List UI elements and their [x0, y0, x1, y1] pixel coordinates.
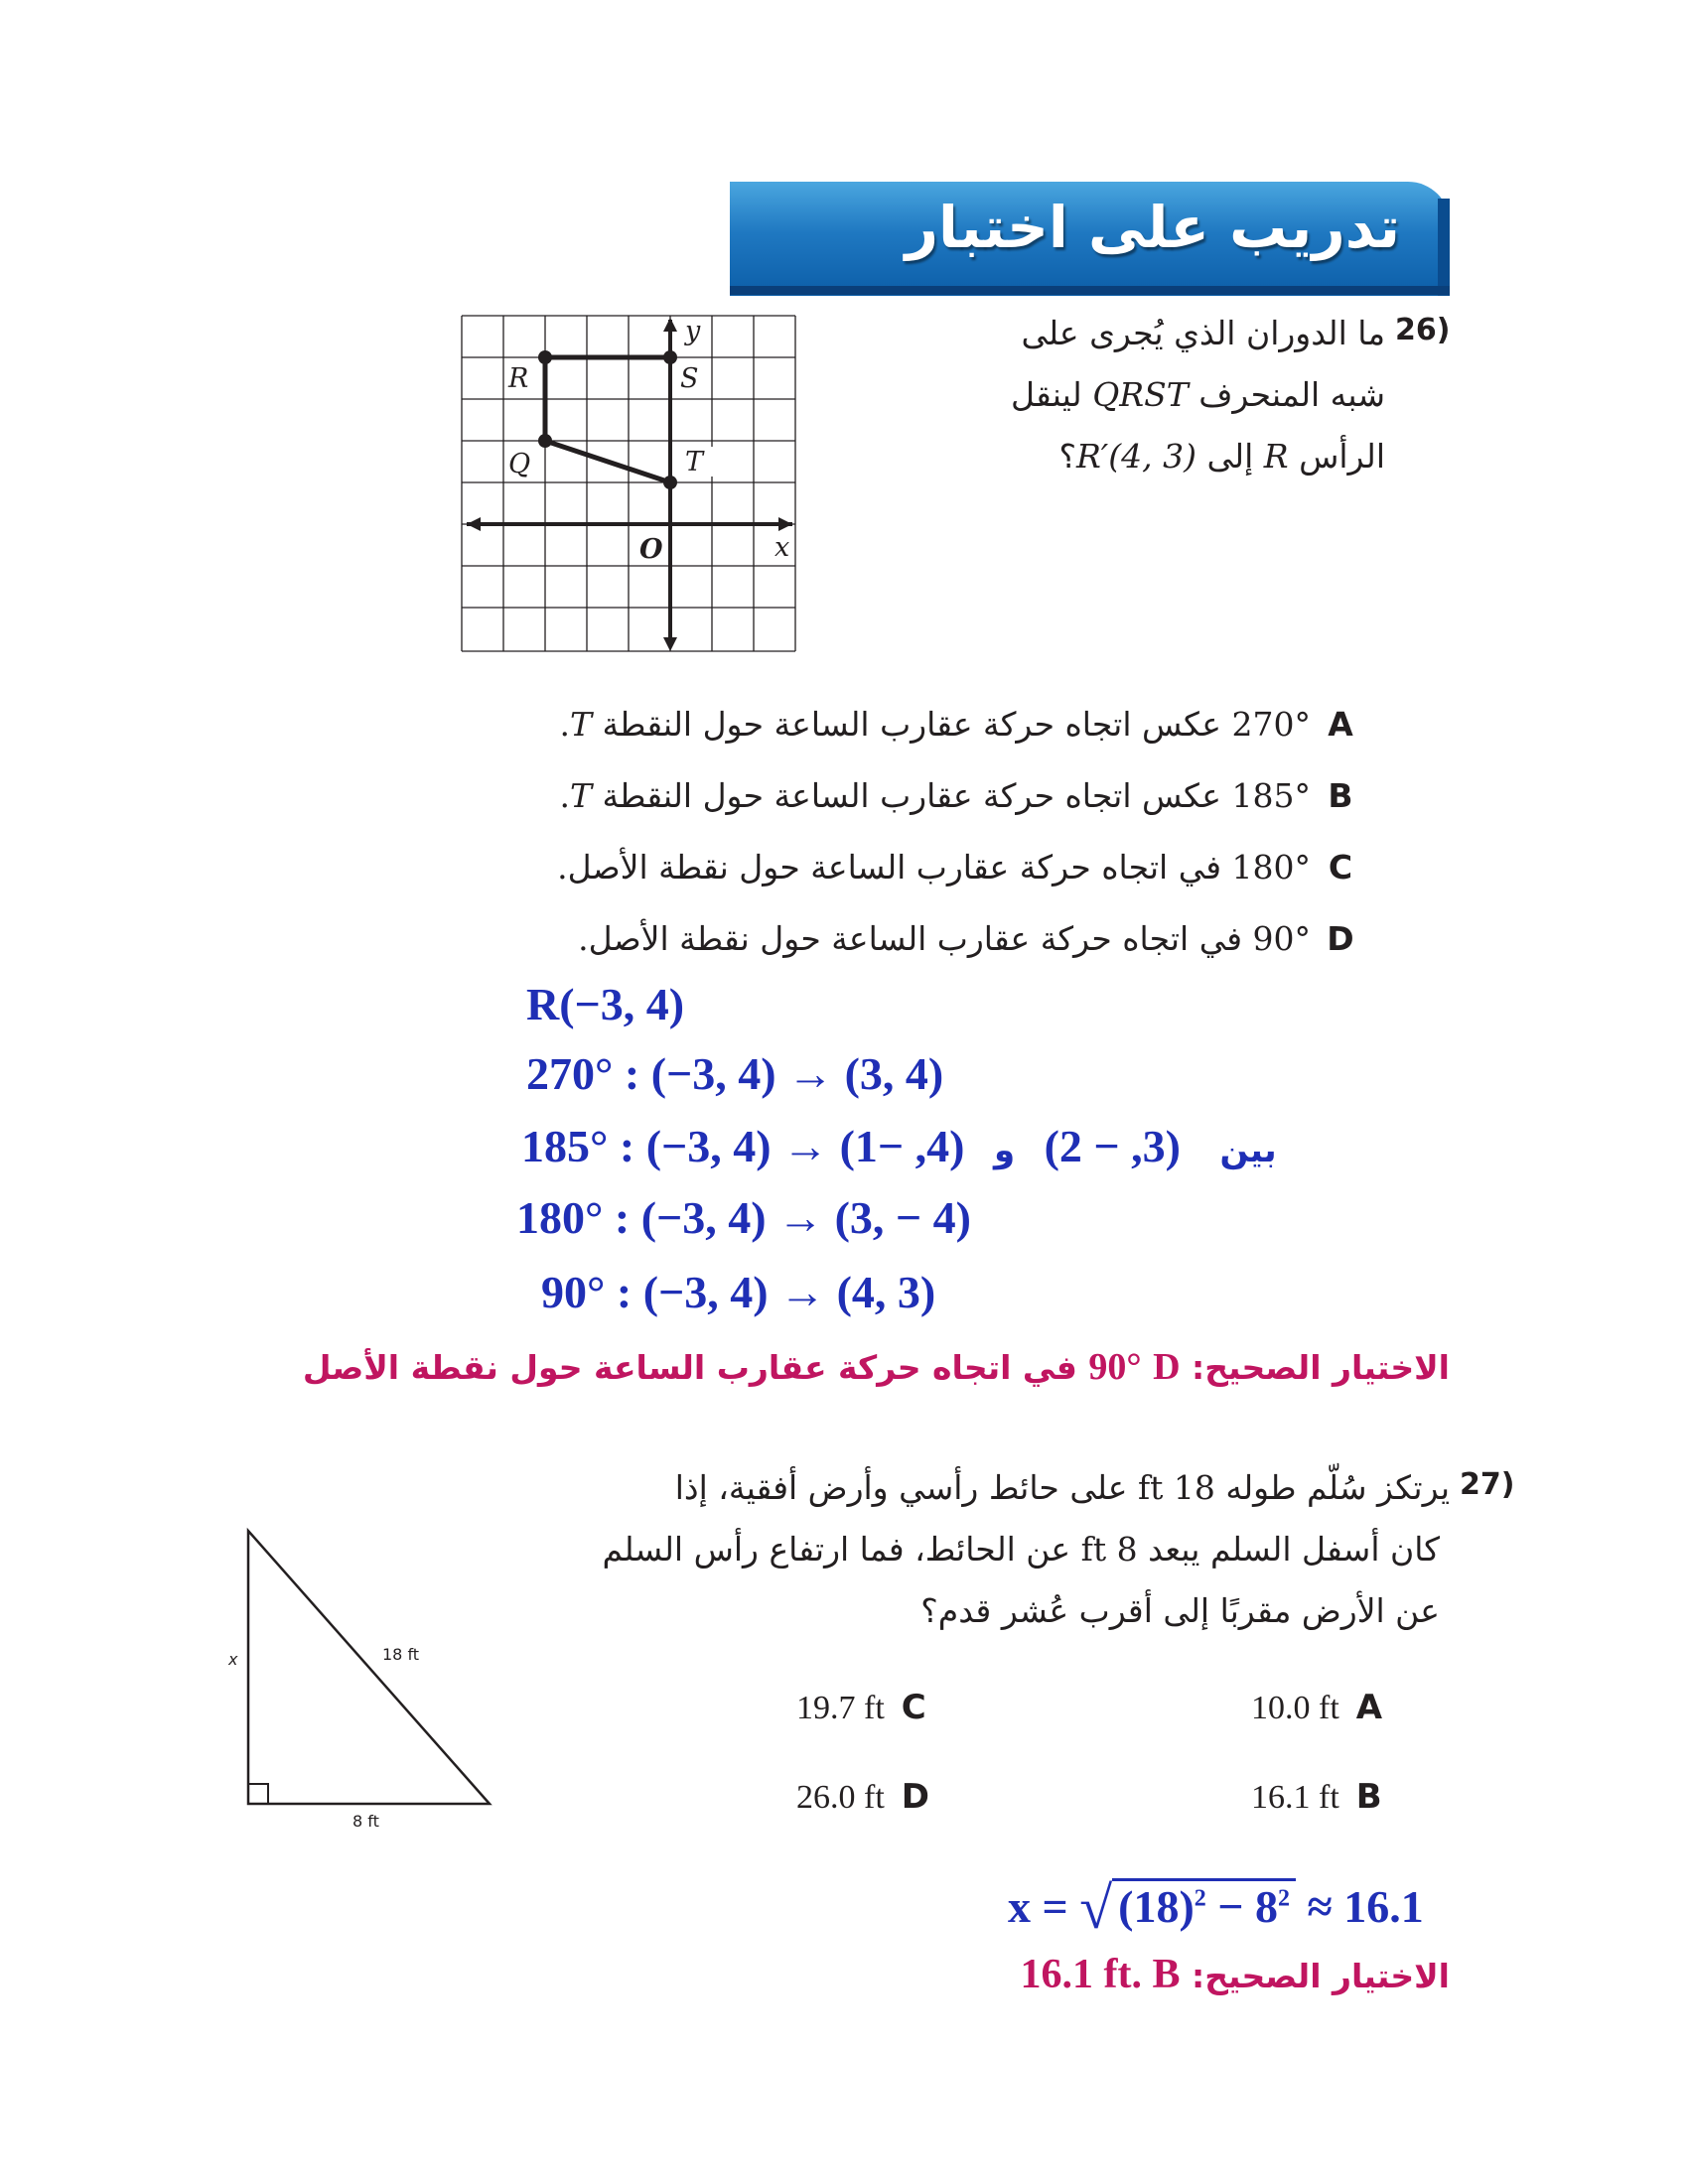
point-label-q: Q	[508, 449, 531, 479]
q26-line-3-mid: إلى	[1206, 437, 1254, 476]
question-26-text	[874, 303, 1385, 487]
q26-option-d[interactable]: D90° في اتجاه حركة عقارب الساعة حول نقطة الأصل.	[578, 919, 1354, 958]
q27-option-a[interactable]: 10.0 ft A	[1251, 1688, 1383, 1727]
q26-question-mark: ؟	[1058, 437, 1076, 476]
q26-line-2-end: لينقل	[1011, 375, 1082, 414]
point-label-t: T	[685, 447, 704, 478]
radicand: $(18)^2 - 8^2$	[1112, 1878, 1296, 1932]
q27-solution-formula: x = √ $(18)^2 - 8^2 \approx 16.1$	[1008, 1875, 1424, 1941]
q26-option-a[interactable]: A270° عكس اتجاه حركة عقارب الساعة حول النقطة T.	[559, 705, 1353, 744]
q26-solution-270: 270° : (−3, 4) → (3, 4)	[526, 1048, 944, 1099]
ladder-right-triangle	[223, 1519, 511, 1837]
section-title: تدريب على اختبار	[905, 194, 1400, 261]
q26-line-1: ما الدوران الذي يُجرى على	[1021, 314, 1385, 352]
q26-solution-185: 185° : (−3, 4) → بين (3, − 2) و (4, −1)	[521, 1121, 1277, 1171]
square-root-icon: √	[1079, 1875, 1113, 1941]
q27-line-1: يرتكز سُلّم طوله 18 ft على حائط رأسي وأرض أفقية، إذا	[674, 1468, 1450, 1507]
triangle-side-x-label: x	[228, 1650, 238, 1669]
banner-edge	[1438, 199, 1450, 296]
q26-vertex: R	[1263, 437, 1289, 476]
origin-label: O	[639, 534, 663, 565]
q26-option-c[interactable]: C180° في اتجاه حركة عقارب الساعة حول نقطة الأصل.	[557, 848, 1353, 887]
q26-line-3-start: الرأس	[1299, 437, 1385, 476]
question-26-number: 26)	[1395, 313, 1451, 347]
q27-option-c[interactable]: 19.7 ft C	[796, 1688, 926, 1727]
point-label-s: S	[680, 363, 699, 394]
y-axis-label: y	[685, 316, 701, 346]
q26-image-point: R′(4, 3)	[1075, 437, 1197, 476]
banner-underline	[730, 286, 1450, 295]
q26-solution-90: 90° : (−3, 4) → (4, 3)	[541, 1267, 936, 1317]
q26-solution-180: 180° : (−3, 4) → (3, − 4)	[516, 1192, 971, 1243]
x-axis-label: x	[774, 532, 790, 563]
q27-line-3: عن الأرض مقربًا إلى أقرب عُشر قدم؟	[920, 1591, 1440, 1630]
q26-option-b[interactable]: B185° عكس اتجاه حركة عقارب الساعة حول النقطة T.	[559, 776, 1353, 815]
q27-correct-answer: الاختيار الصحيح: 16.1 ft. B	[1020, 1952, 1450, 1997]
q27-line-2: كان أسفل السلم يبعد 8 ft عن الحائط، فما ارتفاع رأس السلم	[602, 1530, 1440, 1569]
q27-option-d[interactable]: 26.0 ft D	[796, 1777, 930, 1817]
q27-option-b[interactable]: 16.1 ft B	[1251, 1777, 1382, 1817]
question-27-number: 27)	[1460, 1467, 1515, 1502]
triangle-base-label: 8 ft	[352, 1812, 379, 1831]
q26-options	[437, 700, 1370, 964]
q26-correct-answer: الاختيار الصحيح: D 90° في اتجاه حركة عقارب الساعة حول نقطة الأصل	[302, 1346, 1450, 1388]
triangle-hypotenuse-label: 18 ft	[382, 1645, 420, 1664]
q26-line-2-start: شبه المنحرف	[1198, 375, 1385, 414]
trapezoid-coordinate-grid	[457, 314, 804, 656]
question-27-text	[516, 1457, 1450, 1642]
q26-solution-r: R(−3, 4)	[526, 979, 685, 1029]
q26-trapezoid-name: QRST	[1092, 375, 1189, 414]
point-label-r: R	[508, 363, 529, 394]
